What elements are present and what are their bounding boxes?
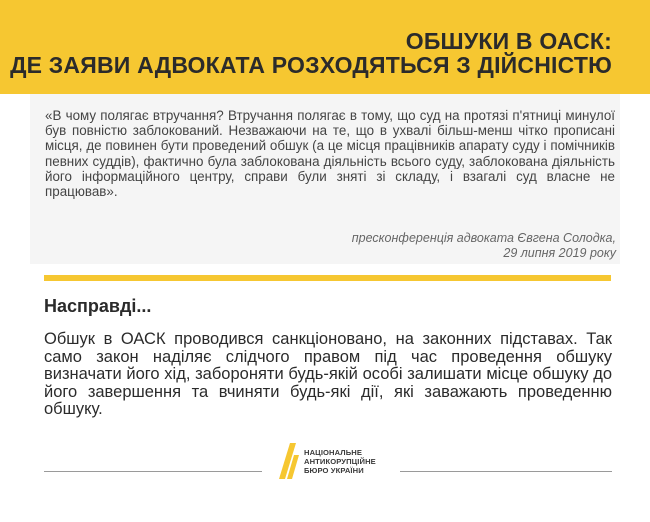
logo-line-3: БЮРО УКРАЇНИ [304, 466, 364, 475]
quote-text: «В чому полягає втручання? Втручання полягає в тому, що суд на протязі п'ятниці минулої був повністю заблокований. Незважаючи на те, що в ухвалі більш-менш чітко прописані місця, де повинен бути проведений обшук (а це місця працівників апарату суду і помічників певних суддів), фактично була заблокована діяльність всього суду, заблокована діяльність його інформаційного центру, справи були зняті зі складу, і взагалі суд власне не працював». [45, 108, 615, 200]
nabu-emblem-icon [276, 441, 302, 481]
headline-line-2: ДЕ ЗАЯВИ АДВОКАТА РОЗХОДЯТЬСЯ З ДІЙСНІСТЮ [10, 52, 612, 78]
quote-source [256, 231, 616, 261]
divider [44, 275, 611, 281]
nabu-logo [276, 441, 406, 481]
quote-source-line-1: пресконференція адвоката Євгена Солодка, [351, 231, 616, 245]
footer-rule-left [44, 471, 262, 472]
header-banner [0, 0, 650, 94]
footer-rule-right [400, 471, 612, 472]
quote-source-line-2: 29 липня 2019 року [503, 246, 616, 260]
logo-line-2: АНТИКОРУПЦІЙНЕ [304, 457, 376, 466]
headline-line-1: ОБШУКИ В ОАСК: [405, 28, 612, 54]
reality-title: Насправді... [44, 296, 152, 316]
reality-text: Обшук в ОАСК проводився санкціоновано, на законних підставах. Так само закон наділяє слідчого правом під час проведення обшуку визначати його хід, забороняти будь-якій особі залишати місце обшуку до його завершення та вчиняти будь-які дії, які заважають проведенню обшуку. [44, 330, 612, 419]
logo-line-1: НАЦІОНАЛЬНЕ [304, 448, 363, 457]
